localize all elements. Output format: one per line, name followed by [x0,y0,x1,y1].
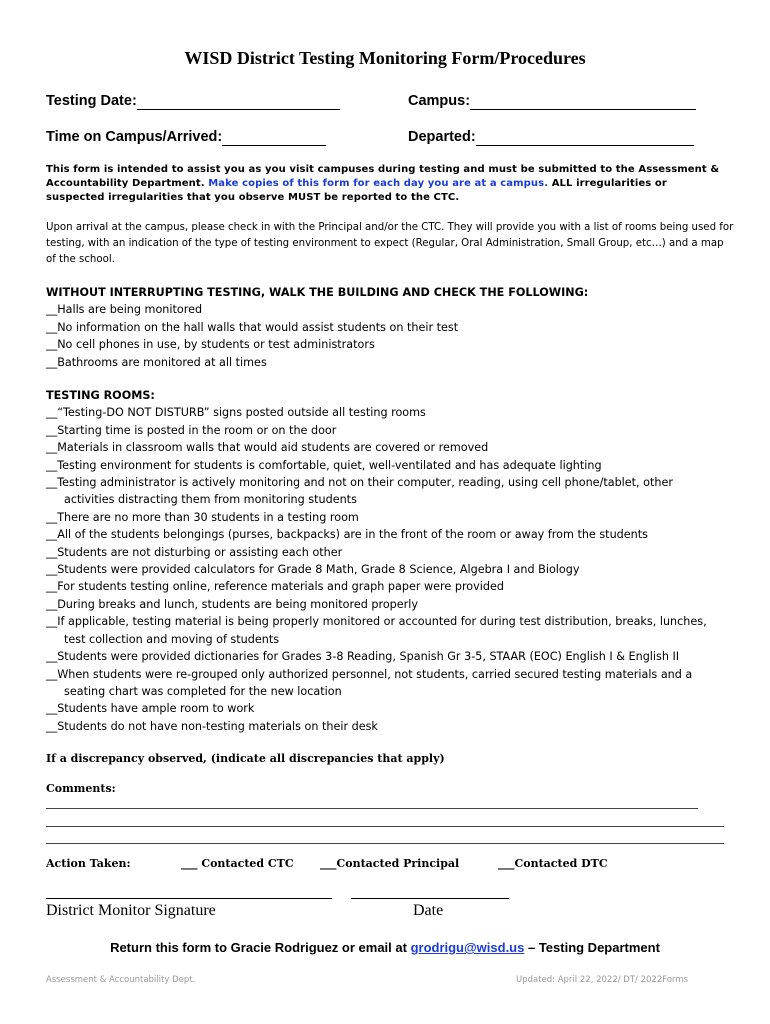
departed-field [408,128,694,146]
departed-input-line[interactable] [476,131,694,146]
testing-rooms-checklist [46,387,707,735]
checklist-item[interactable]: __When students were re-grouped only authorized personnel, not students, carried secured testing materials and a [46,667,693,681]
checklist-item[interactable]: __Bathrooms are monitored at all times [46,355,267,369]
return-department: – Testing Department [524,940,660,955]
walk-heading: WITHOUT INTERRUPTING TESTING, WALK THE BUILDING AND CHECK THE FOLLOWING: [46,286,589,299]
monitor-signature-label: District Monitor Signature [46,902,216,919]
testing-date-field [46,92,340,110]
checklist-item[interactable]: __Halls are being monitored [46,303,203,317]
testing-rooms-heading: TESTING ROOMS: [46,389,155,402]
checklist-item[interactable]: __All of the students belongings (purses, backpacks) are in the front of the room or away from the students [46,528,648,542]
intro-text-copies: Make copies of this form for each day you are at a campus. [208,178,549,189]
arrival-paragraph: Upon arrival at the campus, please check in with the Principal and/or the CTC. They will provide you with a list of rooms being used for testing, with an indication of the type of testing environment to expect (Regular, Oral Administration, Small Group, etc…) and a map of the school. [46,222,734,265]
checklist-item[interactable]: __Starting time is posted in the room or on the door [46,423,337,437]
checklist-item[interactable]: __“Testing-DO NOT DISTURB” signs posted outside all testing rooms [46,406,426,420]
campus-input-line[interactable] [470,95,696,110]
contacted-dtc-option[interactable]: ___Contacted DTC [498,857,608,870]
checklist-item[interactable]: __Testing environment for students is comfortable, quiet, well-ventilated and has adequate lighting [46,458,602,472]
contacted-principal-option[interactable]: ___Contacted Principal [320,857,460,870]
checklist-item[interactable]: __During breaks and lunch, students are being monitored properly [46,597,418,611]
comments-line-1[interactable] [46,808,698,809]
checklist-item[interactable]: __Testing administrator is actively monitoring and not on their computer, reading, using cell phone/tablet, other [46,476,673,490]
testing-date-input-line[interactable] [137,95,340,110]
discrepancy-instruction: If a discrepancy observed, (indicate all discrepancies that apply) [46,752,445,765]
comments-line-2[interactable] [46,826,724,827]
checklist-item[interactable]: __Students are not disturbing or assisting each other [46,545,343,559]
checklist-item[interactable]: __No information on the hall walls that would assist students on their test [46,320,459,334]
date-label: Date [413,902,444,919]
action-taken-label: Action Taken: [46,857,131,870]
comments-label: Comments: [46,782,116,795]
checklist-item[interactable]: __If applicable, testing material is being properly monitored or accounted for during test distribution, breaks, lunches, [46,615,707,629]
campus-field [408,92,696,110]
contacted-ctc-option[interactable]: ___ Contacted CTC [181,857,294,870]
checklist-item-continuation: test collection and moving of students [64,632,280,646]
intro-text-1: This form is intended to assist you as you visit campuses during testing and must be submitted to the Assessment & Accountability Department. [46,164,720,189]
walk-checklist [46,284,588,371]
checklist-item-continuation: seating chart was completed for the new location [64,684,342,698]
email-link[interactable]: grodrigu@wisd.us [410,940,525,955]
return-instruction [0,940,770,955]
time-on-campus-label: Time on Campus/Arrived: [46,129,223,145]
intro-paragraph [46,163,726,205]
campus-label: Campus: [408,93,471,109]
page-title: WISD District Testing Monitoring Form/Procedures [184,48,586,68]
testing-date-label: Testing Date: [46,93,137,109]
time-on-campus-input-line[interactable] [222,131,326,146]
intro-text-irregularities: ALL irregularities or suspected irregularities that you observe MUST be reported to the CTC. [46,178,667,203]
checklist-item[interactable]: __Students have ample room to work [46,702,255,716]
footer-department: Assessment & Accountability Dept. [46,975,196,985]
checklist-item[interactable]: __Materials in classroom walls that would aid students are covered or removed [46,441,489,455]
date-line[interactable] [351,898,509,899]
comments-line-3[interactable] [46,843,724,844]
checklist-item[interactable]: __No cell phones in use, by students or test administrators [46,338,375,352]
checklist-item-continuation: activities distracting them from monitoring students [64,493,357,507]
checklist-item[interactable]: __Students were provided calculators for Grade 8 Math, Grade 8 Science, Algebra I and Biology [46,563,580,577]
checklist-item[interactable]: __There are no more than 30 students in a testing room [46,510,359,524]
departed-label: Departed: [408,129,476,145]
time-on-campus-field [46,128,326,146]
footer-updated: Updated: April 22, 2022/ DT/ 2022Forms [516,975,689,985]
checklist-item[interactable]: __Students were provided dictionaries for Grades 3-8 Reading, Spanish Gr 3-5, STAAR (EOC) English I & English II [46,650,680,664]
checklist-item[interactable]: __Students do not have non-testing materials on their desk [46,719,378,733]
return-text: Return this form to Gracie Rodriguez or email at [110,940,411,955]
monitor-signature-line[interactable] [46,898,332,899]
checklist-item[interactable]: __For students testing online, reference materials and graph paper were provided [46,580,504,594]
